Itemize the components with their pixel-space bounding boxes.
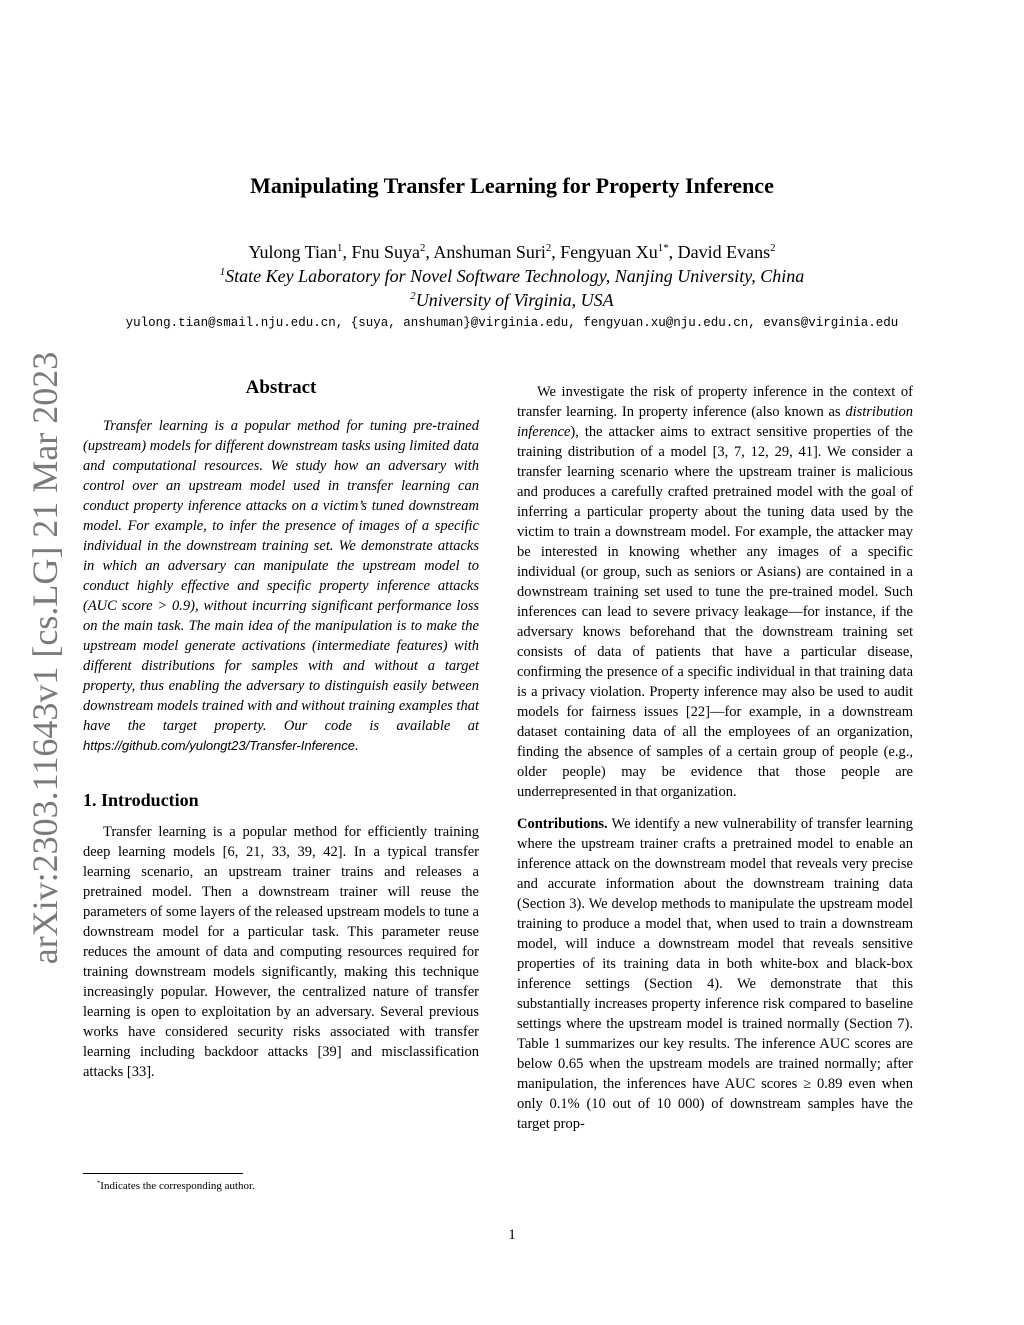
left-column [83,378,479,1082]
author-emails: yulong.tian@smail.nju.edu.cn, {suya, anshuman}@virginia.edu, fengyuan.xu@nju.edu.cn, evans@virginia.edu [125,316,899,330]
author-name: Anshuman Suri [433,242,546,262]
affiliation-mark: 2 [410,290,416,302]
contributions-text: We identify a new vulnerability of transfer learning where the upstream trainer crafts a pretrained model to enable an inference attack on the downstream model that reveals very precise and accurate information about the downstream training data (Section 3). We develop methods to manipulate the upstream model training to produce a model that, when used to train a downstream model, will induce a downstream model that reveals sensitive properties of its training data in both white-box and black-box inference settings (Section 4). We demonstrate that this substantially increases property inference risk compared to baseline settings where the upstream model is trained normally (Section 7). Table 1 summarizes our key results. The inference AUC scores are below 0.65 when the upstream models are trained normally; after manipulation, the inferences have AUC scores ≥ 0.89 even when only 0.1% (10 out of 10 000) of downstream samples have the target prop- [517,816,913,1132]
author-affiliation-mark: 1 [337,242,343,254]
contributions-paragraph [517,814,913,1134]
paper-title: Manipulating Transfer Learning for Property Inference [250,173,774,198]
footnote [97,1180,255,1192]
arxiv-identifier: arXiv:2303.11643v1 [cs.LG] 21 Mar 2023 [25,351,65,964]
affiliation-text: State Key Laboratory for Novel Software Technology, Nanjing University, China [225,266,805,286]
abstract-section [83,378,479,756]
affiliation [0,264,1024,288]
author-name: Yulong Tian [248,242,338,262]
contributions-heading: Contributions. [517,816,608,832]
footnote-rule [83,1173,243,1174]
author-affiliation-mark: 2 [770,242,776,254]
author-list: Yulong Tian$^1$, Fnu Suya$^2$, Anshuman Suri$^2$, Fengyuan $Xu^{1*}$, David Evans$^2$ [248,242,776,262]
arxiv-watermark [20,350,70,965]
paragraph-text: We investigate the risk of property inference in the context of transfer learning. In property inference (also known as [517,384,913,420]
introduction-heading: 1. Introduction [83,790,199,810]
author-name: Fengyuan Xu [560,242,658,262]
affiliation-text: University of Virginia, USA [415,290,614,310]
affiliation [0,288,1024,312]
introduction-paragraph: Transfer learning is a popular method for efficiently training deep learning models [6, 21, 33, 39, 42]. In a typical transfer learning scenario, an upstream trainer trains and releases a pretrained model. Then a downstream trainer will reuse the parameters of some layers of the released upstream models to tune a downstream model for a particular task. This parameter reuse reduces the amount of data and computing resources required for training downstream models significantly, making this technique increasingly popular. However, the centralized nature of transfer learning is open to exploitation by an adversary. Several previous works have considered security risks associated with transfer learning including backdoor attacks [39] and misclassification attacks [33]. [83,824,479,1080]
body-paragraph [517,382,913,802]
abstract-text [83,416,479,756]
emphasized-term: distribution inference [517,404,913,440]
right-column [517,382,913,1134]
author-name: David Evans [677,242,771,262]
abstract-body: Transfer learning is a popular method for tuning pre-trained (upstream) models for different downstream tasks using limited data and computational resources. We study how an adversary with control over an upstream model used in transfer learning can conduct property inference attacks on a victim’s tuned downstream model. For example, to infer the presence of images of a specific individual in the downstream training set. We demonstrate attacks in which an adversary can manipulate the upstream model to conduct highly effective and specific property inference attacks (AUC score > 0.9), without incurring significant performance loss on the main task. The main idea of the manipulation is to make the upstream model generate activations (intermediate features) with different distributions for samples with and without a target property, thus enabling the adversary to distinguish easily between downstream models trained with and without training examples that have the target property. Our code is available at [83,418,479,734]
paragraph-text: ), the attacker aims to extract sensitive properties of the training distribution of a model [3, 7, 12, 29, 41]. We consider a transfer learning scenario where the upstream trainer is malicious and produces a carefully crafted pretrained model with the goal of inferring a particular property about the tuning data used by the victim to train a downstream model. For example, the attacker may be interested in knowing whether any images of a specific individual (or group, such as seniors or Asians) are contained in a downstream training set used to tune the pre-trained model. Such inferences can lead to severe privacy leakage—for instance, if the adversary knows beforehand that the downstream training set consists of data of patients that have a particular disease, confirming the presence of a specific individual in that training data is a privacy violation. Property inference may also be used to audit models for fairness issues [22]—for example, in a downstream dataset containing data of all the employees of an organization, finding the absence of samples of a certain group of people (e.g., older people) may be evidence that those people are underrepresented in that organization. [517,424,913,800]
author-affiliation-mark: 2 [545,242,552,254]
author-affiliation-mark: 2 [419,242,426,254]
author-affiliation-mark: 1* [657,242,669,254]
footnote-text: Indicates the corresponding author. [100,1180,255,1192]
page-number: 1 [508,1227,516,1243]
abstract-heading: Abstract [245,377,317,398]
abstract-end: . [354,738,359,754]
affiliation-mark: 1 [219,266,226,278]
author-name: Fnu Suya [351,242,420,262]
footnote-mark: * [97,1179,101,1187]
code-link[interactable]: https://github.com/yulongt23/Transfer-Inference [83,738,355,753]
